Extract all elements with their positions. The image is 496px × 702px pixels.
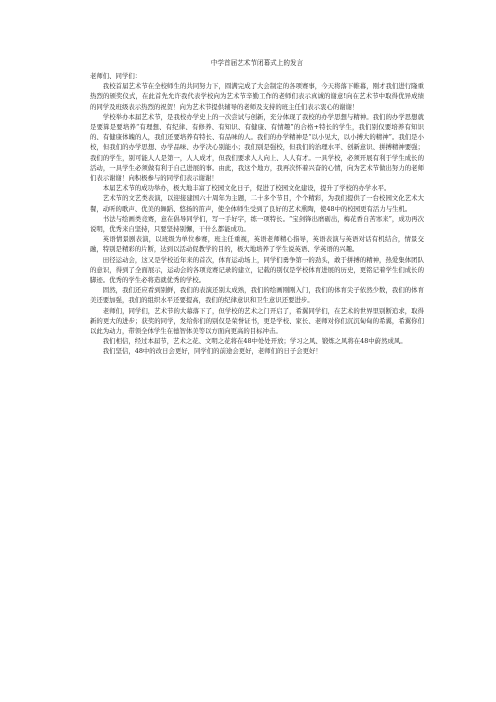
paragraph: 田径运动会，这又是学校近年来的首次，体育运动场上，同学们勇争第一的劲头，敢于拼搏的精神，热爱集体团队的意识，得到了全面展示，运动会的各项竞赛记录的建立，记载的别仅是学校体育进展的历史，更铭记着学生们成长的脚迹。优秀的学生必将造就优秀的学校。 [90,255,424,285]
salutation: 老师们、同学们： [90,72,142,80]
paragraph: 英语情景剧表演，以班级为单位参赛，班主任重视，英语老师精心指导，英语表演与英语对话有机结合，情景交融，特别是精彩的片断，达到以活动促教学的目的，极大地培养了学生说英语、学英语的兴趣。 [90,235,424,254]
document-body [90,58,424,357]
document-title: 中学首届艺术节闭幕式上的发言 [210,59,304,67]
paragraph: 老师们，同学们，艺术节的大幕落下了，但学校的艺术之门开启了，希翼同学们，在艺术的世界里别断追求，取得新的更大的进步；获奖的同学，发给你们的别仅是荣誉证书，更是学校、家长、老师对你们沉沉甸甸的希翼，希翼你们以此为动力，带领全体学生在德智体美等以方面向更高的目标冲击。 [90,306,424,336]
paragraph: 我们相信，经过本届节，艺术之花、文明之花将在48中处处开放；学习之风、锻炼之风将在48中蔚然成风。 [102,337,407,346]
paragraph: 本届艺术节的成功举办，极大地丰富了校园文化日子，促进了校园文化建设，提升了学校的办学水平。 [102,184,391,193]
paragraph: 我们坚信，48中的改日会更好，同学们的前途会更好，老师们的日子会更好！ [102,347,322,356]
paragraph: 固然，我们还应看到别鲜，我们的表演还别太成熟，我们的绘画刚刚入门，我们的体育尖子依然少数，我们的体育美还要加强，我们的组织水平还要提高，我们的纪律意识和卫生意识还要进步。 [90,286,424,305]
paragraph: 学校举办本届艺术节，是我校办学史上的一次尝试与创新，充分体现了我校的办学思想与精神。我们的办学思想就是要算是要培养“有理想、有纪律、有修养、有知识、有健康、有情趣”的合格+特长的学生，我们别仅要培养有知识的、有健康体魄的人，我们还要培养有特长、有品味的人。我们的办学精神是“以小见大，以小搏大的精神”。我们是小校，但我们的办学思想、办学品味、办学决心别能小；我们别是强校，但我们的治理水平、创新意识、拼搏精神要强；我们的学生，别可能人人是第一，人人成才，但我们要求人人向上、人人有才。一具学校，必须开展有利于学生成长的活动，一具学生必须做有利于自己进展的事。由此，我这个地方，我再次怀着兴奋的心情，向为艺术节做出努力的老师们表示谢谢！向积极参与的同学们表示谢谢！ [90,112,424,183]
paragraph: 书法与绘画类竞赛，意在倡导同学们，写一手好字，练一项特长。“宝剑锋出磨砺出，梅花香自苦寒来”，成功再次说明，优秀来自坚持，只要坚持别懈，干什么都能成功。 [90,214,424,234]
paragraph: 艺术节的文艺类表演，以迎接建国六十周年为主题，二十多个节目，个个精彩，为我们提供了一台校园文化艺术大餐，动听的歌声、优美的舞蹈、悠扬的笛声，使全体师生受到了良好的艺术熏陶，使48中的校园更有活力与生机。 [90,194,424,213]
paragraph: 我校首届艺术节在全校师生的共同努力下，圆满完成了大会制定的各项赛事，今天将落下帷幕，刚才我们进行隆重热烈的颁奖仪式，在此首先允许我代表学校向为艺术节辛勤工作的老师们表示真诚的谢意!向在艺术节中取得优异成绩的同学及班级表示热烈的祝贺！向为艺术节提供辅导的老师及支持的班主任们表示衷心的谢谢！ [90,82,424,111]
